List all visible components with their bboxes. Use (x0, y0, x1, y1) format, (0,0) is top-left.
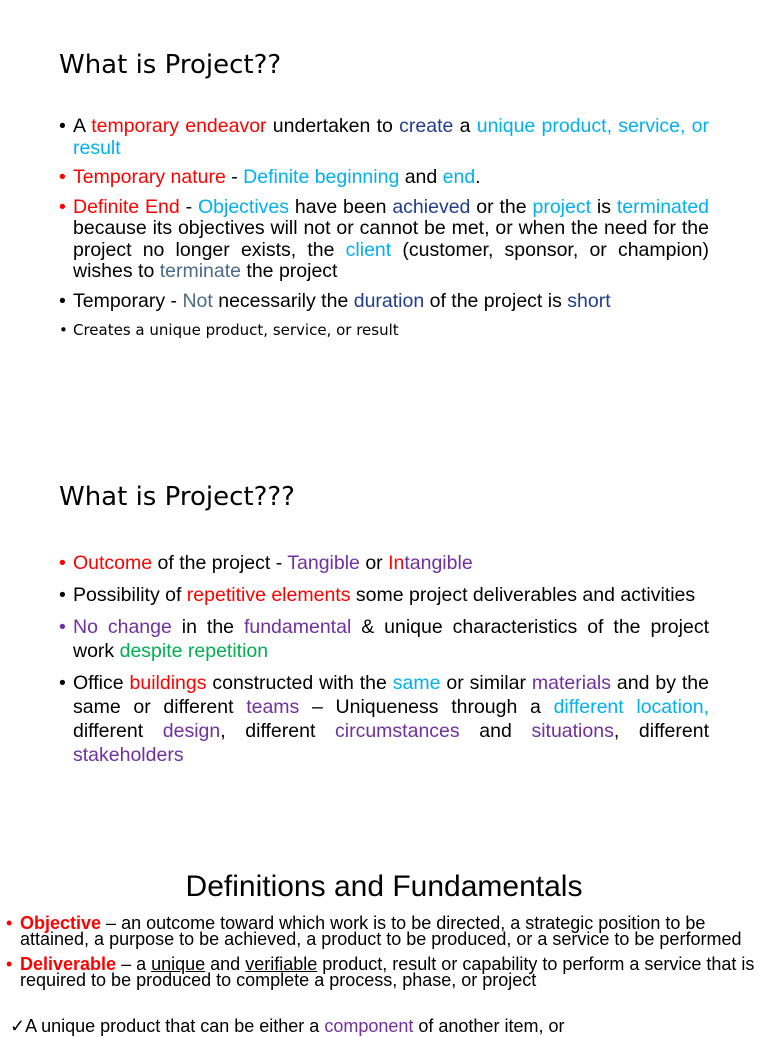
text-run: Objectives (197, 195, 290, 218)
text-run: and (459, 720, 532, 742)
bullet-item (59, 320, 709, 340)
bullet-item (59, 551, 709, 575)
text-run: a (136, 954, 152, 974)
slide-title: What is Project?? (59, 50, 282, 80)
text-run: & unique characteristics of the project work (73, 616, 709, 662)
bullet-list (59, 116, 709, 348)
text-run: a (453, 115, 477, 137)
text-run: project (532, 195, 592, 218)
text-run: Creates a unique product, service, or result (73, 321, 399, 339)
text-run: Possibility of (73, 584, 187, 606)
text-run: unique product, service, or result (73, 115, 710, 159)
bullet-item (59, 197, 709, 283)
text-run: end (442, 166, 476, 188)
text-run: (customer, sponsor, or champion) wishes to (73, 238, 709, 282)
text-run: duration (353, 289, 425, 312)
text-run: A (73, 115, 92, 137)
slide-title: Definitions and Fundamentals (185, 870, 583, 903)
slide-definitions (0, 850, 768, 1036)
text-run: Temporary - (73, 289, 183, 312)
text-run: Tangible (287, 552, 360, 574)
definition-item (6, 915, 758, 947)
text-run: fundamental (243, 616, 352, 638)
text-run: achieved (392, 195, 471, 218)
text-run: – Uniqueness through a (299, 696, 554, 718)
bullet-item (59, 615, 709, 663)
text-run: temporary endeavor (91, 115, 267, 137)
text-run: Outcome (73, 552, 153, 574)
text-run: unique (151, 954, 206, 974)
text-run: A unique product that can be either a (25, 1016, 325, 1036)
text-run: in the (171, 616, 244, 638)
text-run: despite repetition (119, 640, 269, 662)
checkmark-icon: ✓ (10, 1016, 26, 1036)
text-run: Definite beginning (243, 166, 400, 188)
definition-list (6, 915, 758, 997)
truncated-sub-bullet (10, 1016, 564, 1037)
text-run: because its objectives will not or cannot be met, or when the need for the project no longer exists, the (73, 217, 709, 261)
text-run: an outcome toward which work is to be directed, a strategic position to be attained, a purpose to be achieved, a product to be produced, or a service to be performed (20, 913, 742, 949)
text-run: have been (289, 195, 393, 218)
text-run: , different (613, 720, 709, 742)
text-run: constructed with the (206, 672, 393, 694)
slide-title: What is Project??? (59, 482, 295, 512)
text-run: necessarily the (212, 289, 354, 312)
text-run: stakeholders (73, 744, 184, 766)
definition-dash: – (116, 954, 137, 974)
bullet-item (59, 167, 709, 189)
text-run: the project (241, 260, 338, 282)
slide-what-is-project-2 (0, 430, 768, 830)
text-run: and (205, 954, 246, 974)
text-run: tangible (404, 552, 473, 574)
text-run: same (392, 672, 441, 694)
text-run: client (345, 238, 392, 261)
text-run: terminate (159, 260, 241, 282)
text-run: or similar (440, 672, 532, 694)
text-run: of the project is (424, 289, 568, 312)
slide-what-is-project-1 (0, 0, 768, 420)
text-run: teams (246, 696, 300, 718)
sub-bullet-text (25, 1016, 564, 1036)
definition-item (6, 956, 758, 988)
text-run: of another item, or (413, 1016, 565, 1036)
text-run: is (591, 195, 617, 218)
text-run: No change (73, 616, 172, 638)
text-run: and (399, 166, 443, 188)
text-run: undertaken to (266, 115, 400, 137)
text-run: or (359, 552, 389, 574)
text-run: or the (470, 195, 533, 218)
text-run: materials (531, 672, 611, 694)
text-run: - (225, 166, 244, 188)
text-run: different (73, 720, 163, 742)
text-run: . (475, 166, 481, 188)
bullet-item (59, 583, 709, 607)
text-run: - (179, 195, 198, 218)
text-run: Temporary nature (73, 166, 226, 188)
definition-term: Objective (20, 913, 102, 933)
text-run: verifiable (245, 954, 318, 974)
text-run: component (324, 1016, 414, 1036)
bullet-list (59, 551, 709, 775)
text-run: situations (531, 720, 614, 742)
text-run: repetitive elements (186, 584, 351, 606)
text-run: circumstances (335, 720, 460, 742)
text-run: short (567, 289, 611, 312)
text-run: product, result or capability to perform a service that is required to be produced to complete a process, phase, or project (20, 954, 755, 990)
text-run: Office (73, 672, 130, 694)
text-run: terminated (616, 195, 710, 218)
text-run: of the project - (152, 552, 288, 574)
text-run: In (388, 552, 405, 574)
text-run: Not (182, 289, 213, 312)
text-run: and by the same or different (73, 672, 709, 718)
text-run: design (162, 720, 221, 742)
text-run: buildings (129, 672, 207, 694)
text-run: create (399, 115, 454, 137)
definition-dash: – (101, 913, 122, 933)
definition-term: Deliverable (20, 954, 117, 974)
text-run: some project deliverables and activities (350, 584, 696, 606)
bullet-item (59, 116, 709, 159)
bullet-item (59, 671, 709, 767)
bullet-item (59, 291, 709, 313)
text-run: , different (220, 720, 336, 742)
text-run: Definite End (73, 195, 180, 218)
text-run: different location, (553, 696, 710, 718)
